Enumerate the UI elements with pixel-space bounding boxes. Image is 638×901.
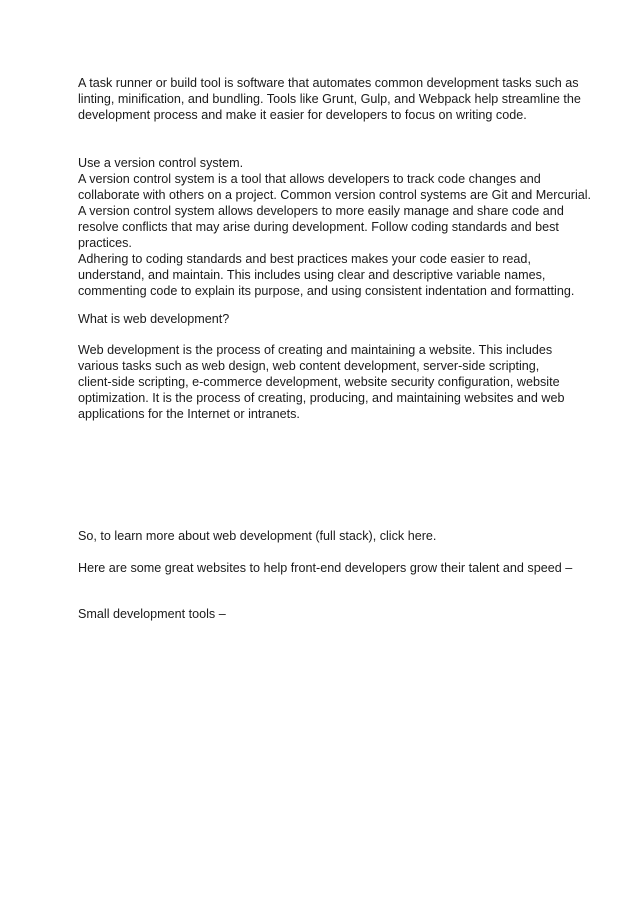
text-line: So, to learn more about web development (full stack), click here. (78, 529, 437, 543)
text-line: understand, and maintain. This includes using clear and descriptive variable names, (78, 268, 546, 282)
paragraph-learn-more (78, 528, 568, 544)
text-line: commenting code to explain its purpose, and using consistent indentation and formatting. (78, 284, 575, 298)
text-line: various tasks such as web design, web content development, server-side scripting, (78, 359, 540, 373)
text-line: practices. (78, 236, 132, 250)
paragraph-websites-intro (78, 560, 573, 576)
paragraph-heading-web-development (78, 311, 568, 327)
paragraph-small-tools (78, 606, 568, 622)
text-line: linting, minification, and bundling. Tools like Grunt, Gulp, and Webpack help streamline the (78, 92, 581, 106)
text-line: Web development is the process of creating and maintaining a website. This includes (78, 343, 553, 357)
paragraph-version-control (78, 155, 592, 299)
text-line: A version control system is a tool that allows developers to track code changes and (78, 172, 541, 186)
text-line: Here are some great websites to help front-end developers grow their talent and speed – (78, 561, 573, 575)
text-line: collaborate with others on a project. Common version control systems are Git and Mercurial. (78, 188, 592, 202)
text-line: A task runner or build tool is software that automates common development tasks such as (78, 76, 579, 90)
text-line: Use a version control system. (78, 156, 244, 170)
paragraph-task-runner (78, 75, 581, 123)
paragraph-web-development-definition (78, 342, 568, 422)
text-line: A version control system allows developers to more easily manage and share code and (78, 204, 564, 218)
text-line: Small development tools – (78, 607, 226, 621)
text-line: Adhering to coding standards and best practices makes your code easier to read, (78, 252, 531, 266)
text-line: optimization. It is the process of creating, producing, and maintaining websites and web (78, 391, 565, 405)
text-line: What is web development? (78, 312, 230, 326)
text-line: client-side scripting, e-commerce development, website security configuration, website (78, 375, 560, 389)
text-line: development process and make it easier for developers to focus on writing code. (78, 108, 527, 122)
text-line: applications for the Internet or intranets. (78, 407, 300, 421)
text-line: resolve conflicts that may arise during development. Follow coding standards and best (78, 220, 559, 234)
